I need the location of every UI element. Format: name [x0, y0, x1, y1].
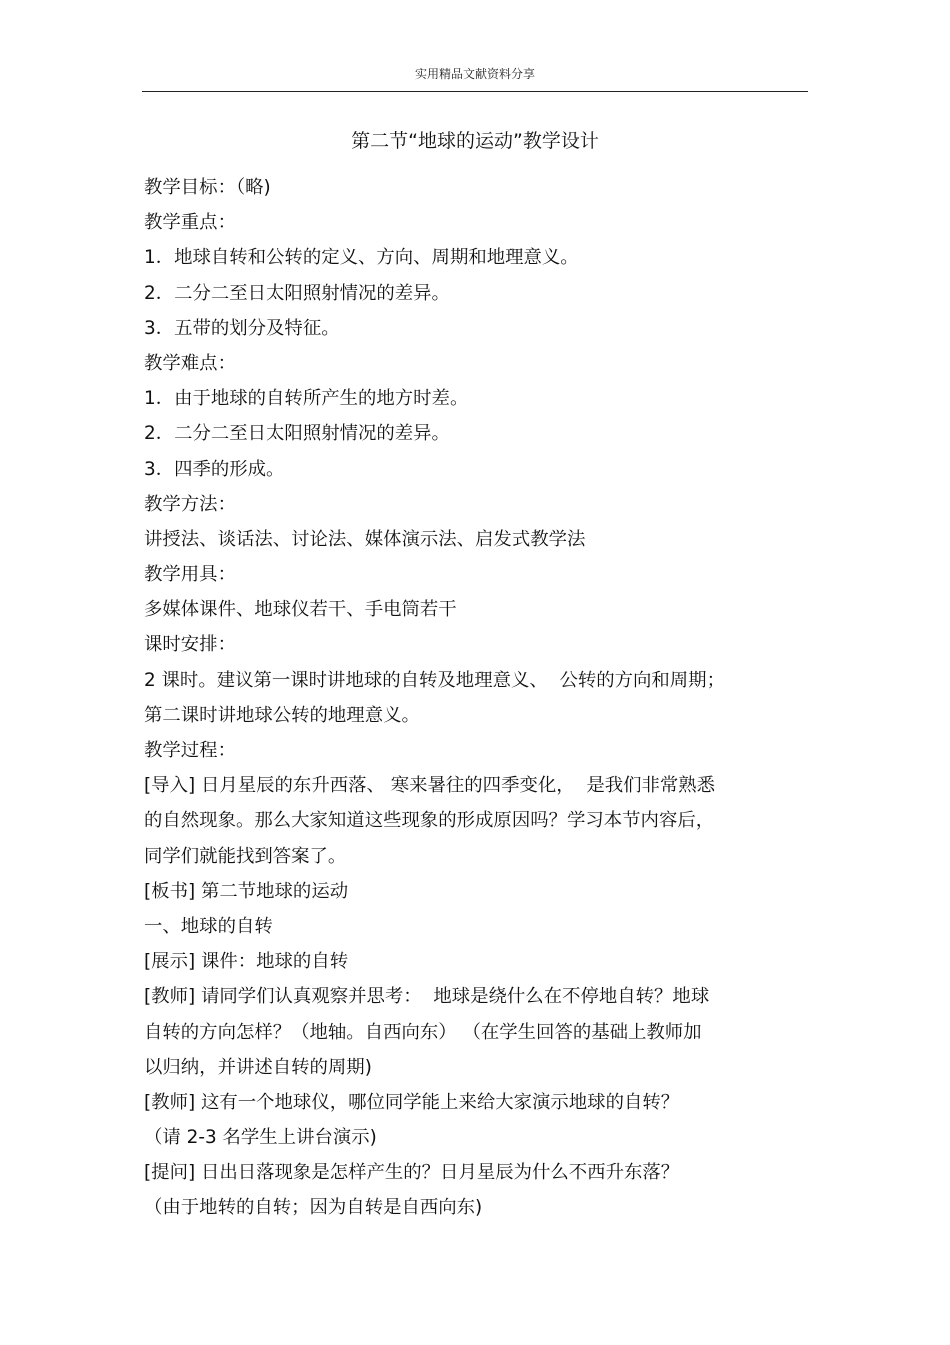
text-line: 3．四季的形成。 — [144, 458, 285, 480]
text-line: 第二课时讲地球公转的地理意义。 — [144, 704, 420, 726]
text-line: [展示] 课件：地球的自转 — [144, 951, 349, 973]
text-line: 教学目标：（略) — [144, 177, 271, 198]
text-line: 教学难点： — [144, 352, 236, 374]
text-line: [板书] 第二节地球的运动 — [144, 880, 349, 902]
page-header: 实用精品文献资料分享 — [414, 67, 535, 81]
document-title: 第二节“地球的运动”教学设计 — [351, 130, 599, 152]
text-line: [提问] 日出日落现象是怎样产生的？日月星辰为什么不西升东落？ — [144, 1162, 680, 1184]
header-divider — [142, 91, 808, 92]
text-line: 1．地球自转和公转的定义、方向、周期和地理意义。 — [144, 247, 579, 269]
text-line: 多媒体课件、地球仪若干、手电筒若干 — [144, 599, 457, 621]
text-line: （请 2-3 名学生上讲台演示) — [144, 1127, 377, 1149]
text-line: [教师] 这有一个地球仪，哪位同学能上来给大家演示地球的自转？ — [144, 1091, 680, 1113]
text-line: 3．五带的划分及特征。 — [144, 317, 340, 339]
text-line: 教学重点： — [144, 212, 236, 234]
document-body — [144, 170, 808, 1226]
text-line: 教学方法： — [144, 493, 236, 515]
text-line: 2 课时。建议第一课时讲地球的自转及地理意义、 公转的方向和周期； — [144, 669, 725, 691]
text-line: 课时安排： — [144, 634, 236, 656]
text-line: 一、地球的自转 — [144, 915, 273, 937]
text-line: 同学们就能找到答案了。 — [144, 845, 347, 867]
text-line: 的自然现象。那么大家知道这些现象的形成原因吗？学习本节内容后， — [144, 810, 715, 832]
text-line: [导入] 日月星辰的东升西落、 寒来暑往的四季变化， 是我们非常熟悉 — [144, 775, 716, 797]
text-line: 教学过程： — [144, 740, 236, 761]
text-line: （由于地转的自转；因为自转是自西向东) — [144, 1197, 483, 1219]
text-line: 讲授法、谈话法、讨论法、媒体演示法、启发式教学法 — [144, 528, 586, 550]
text-line: 教学用具： — [144, 564, 236, 586]
text-line: 1．由于地球的自转所产生的地方时差。 — [144, 388, 469, 410]
text-line: [教师] 请同学们认真观察并思考： 地球是绕什么在不停地自转？地球 — [144, 986, 710, 1008]
text-line: 自转的方向怎样？（地轴。自西向东） （在学生回答的基础上教师加 — [144, 1021, 702, 1043]
text-line: 以归纳，并讲述自转的周期) — [144, 1056, 372, 1078]
text-line: 2．二分二至日太阳照射情况的差异。 — [144, 282, 450, 304]
text-line: 2．二分二至日太阳照射情况的差异。 — [144, 423, 450, 445]
